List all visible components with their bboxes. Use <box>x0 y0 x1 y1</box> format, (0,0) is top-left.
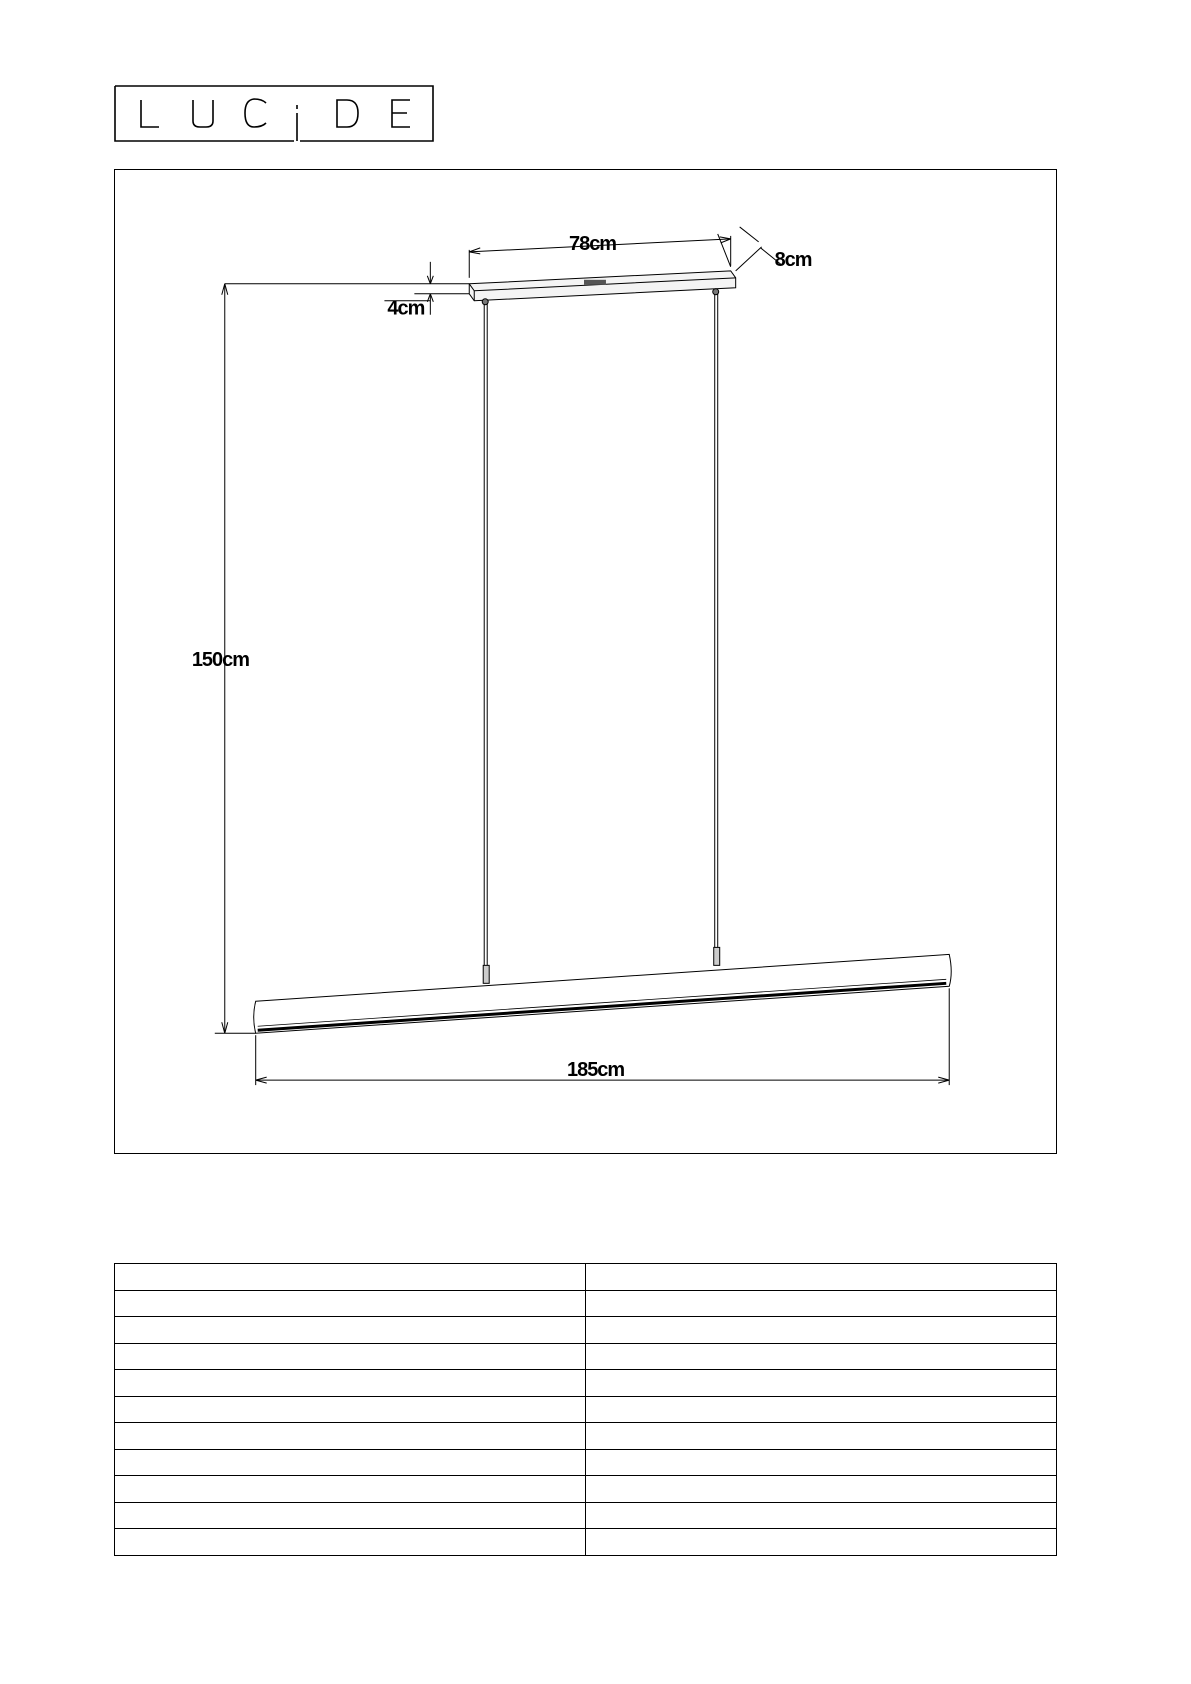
table-cell-label <box>115 1476 586 1503</box>
table-cell-value <box>586 1423 1057 1450</box>
table-cell-value <box>586 1502 1057 1529</box>
table-row <box>115 1529 1057 1556</box>
table-cell-label <box>115 1343 586 1370</box>
table-cell-label <box>115 1529 586 1556</box>
table-cell-value <box>586 1317 1057 1344</box>
table-cell-label <box>115 1423 586 1450</box>
canopy <box>469 271 735 301</box>
table-cell-value <box>586 1264 1057 1291</box>
table-cell-value <box>586 1529 1057 1556</box>
table-cell-label <box>115 1317 586 1344</box>
table-cell-label <box>115 1264 586 1291</box>
spec-table <box>114 1263 1057 1556</box>
table-cell-value <box>586 1343 1057 1370</box>
brand-logo <box>114 85 434 142</box>
table-cell-value <box>586 1396 1057 1423</box>
table-row <box>115 1290 1057 1317</box>
lucide-logo-icon <box>114 85 434 142</box>
pendant-lamp-drawing <box>115 170 1056 1153</box>
lamp-body <box>254 954 952 1033</box>
table-row <box>115 1476 1057 1503</box>
dim-canopy-length: 78cm <box>569 232 617 255</box>
table-cell-value <box>586 1449 1057 1476</box>
table-row <box>115 1343 1057 1370</box>
dim-suspension-height: 150cm <box>191 648 249 671</box>
table-row <box>115 1264 1057 1291</box>
dim-lamp-length: 185cm <box>567 1059 625 1082</box>
table-cell-value <box>586 1290 1057 1317</box>
table-row <box>115 1317 1057 1344</box>
table-cell-label <box>115 1449 586 1476</box>
table-row <box>115 1370 1057 1397</box>
table-row <box>115 1396 1057 1423</box>
table-cell-value <box>586 1370 1057 1397</box>
table-cell-label <box>115 1396 586 1423</box>
table-cell-label <box>115 1290 586 1317</box>
table-row <box>115 1423 1057 1450</box>
table-row <box>115 1502 1057 1529</box>
table-row <box>115 1449 1057 1476</box>
table-cell-label <box>115 1502 586 1529</box>
dim-canopy-height: 4cm <box>387 297 425 320</box>
dim-canopy-depth: 8cm <box>774 248 812 271</box>
canopy-screws <box>584 280 606 285</box>
table-cell-value <box>586 1476 1057 1503</box>
dimension-drawing <box>114 169 1057 1154</box>
table-cell-label <box>115 1370 586 1397</box>
